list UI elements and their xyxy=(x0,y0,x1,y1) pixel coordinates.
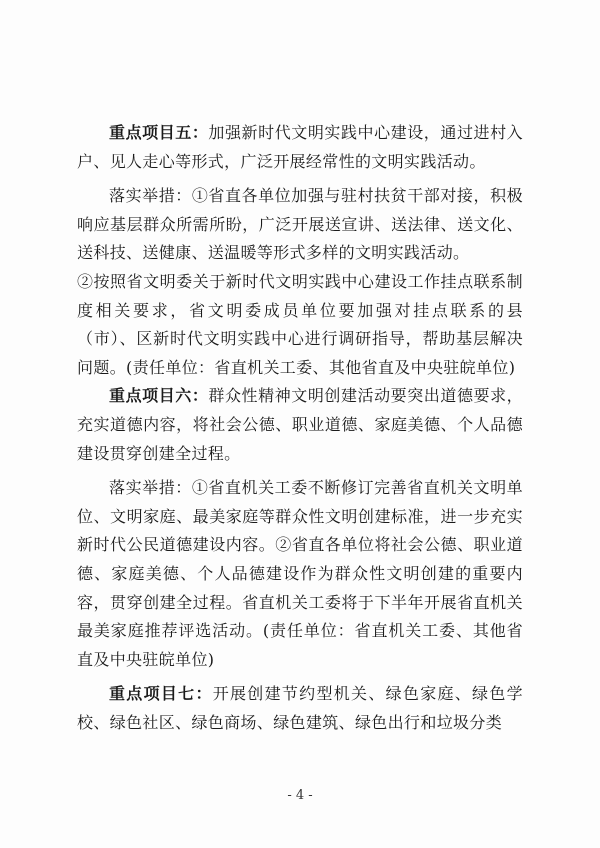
key-project-6-text: 群众性精神文明创建活动要突出道德要求，充实道德内容，将社会公德、职业道德、家庭美德、个人品德建设贯穿创建全过程。 xyxy=(77,386,523,463)
page-number: - 4 - xyxy=(287,788,313,803)
paragraph-measures-6 xyxy=(77,474,523,674)
measures-6-text: 落实举措：①省直机关工委不断修订完善省直机关文明单位、文明家庭、最美家庭等群众性文明创建标准，进一步充实新时代公民道德建设内容。②省直各单位将社会公德、职业道德、家庭美德、个人品德建设作为群众性文明创建的重要内容，贯穿创建全过程。省直机关工委将于下半年开展省直机关最美家庭推荐评选活动。(责任单位：省直机关工委、其他省直及中央驻皖单位) xyxy=(77,478,523,669)
paragraph-key-project-7 xyxy=(77,680,523,737)
key-project-5-heading: 重点项目五： xyxy=(109,123,209,142)
paragraph-key-project-5 xyxy=(77,119,523,176)
paragraph-measures-5b xyxy=(77,268,523,382)
key-project-7-heading: 重点项目七： xyxy=(109,684,213,704)
paragraph-measures-5a xyxy=(77,182,523,268)
paragraph-key-project-6 xyxy=(77,382,523,468)
measures-5a-text: 落实举措：①省直各单位加强与驻村扶贫干部对接，积极响应基层群众所需所盼，广泛开展送宣讲、送法律、送文化、送科技、送健康、送温暖等形式多样的文明实践活动。 xyxy=(77,186,523,263)
key-project-6-heading: 重点项目六： xyxy=(109,386,209,406)
measures-5b-text: ②按照省文明委关于新时代文明实践中心建设工作挂点联系制度相关要求，省文明委成员单位要加强对挂点联系的县（市）、区新时代文明实践中心进行调研指导，帮助基层解决问题。(责任单位：省直机关工委、其他省直及中央驻皖单位) xyxy=(77,271,523,377)
key-project-5-text: 加强新时代文明实践中心建设，通过进村入户、见人走心等形式，广泛开展经常性的文明实践活动。 xyxy=(77,123,523,171)
document-body xyxy=(77,119,523,737)
key-project-7-text: 开展创建节约型机关、绿色家庭、绿色学校、绿色社区、绿色商场、绿色建筑、绿色出行和垃圾分类 xyxy=(77,684,523,732)
